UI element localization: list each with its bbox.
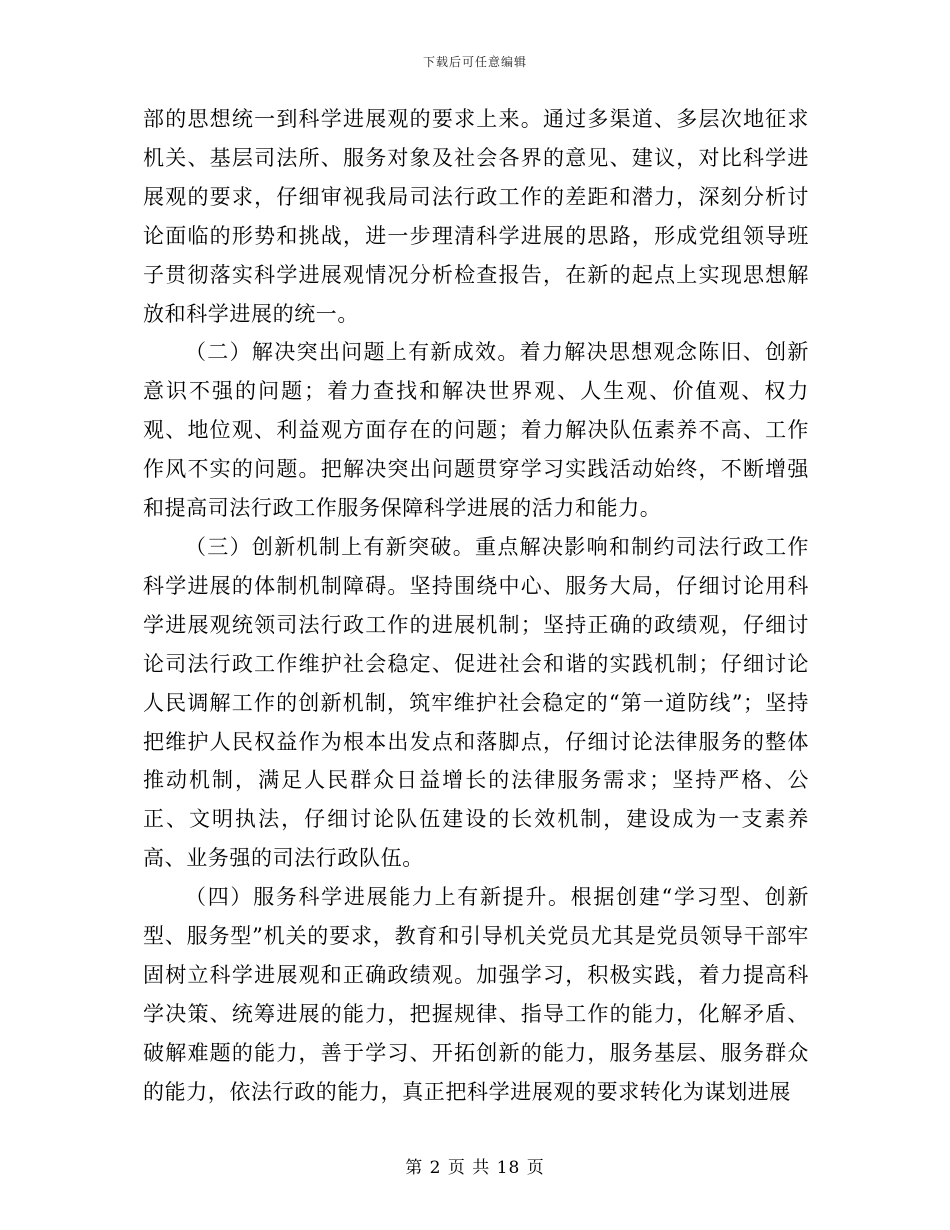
paragraph-continuation: 部的思想统一到科学进展观的要求上来。通过多渠道、多层次地征求机关、基层司法所、服务对象及社会各界的意见、建议，对比科学进展观的要求，仔细审视我局司法行政工作的差距和潜力，深刻分析讨论面临的形势和挑战，进一步理清科学进展的思路，形成党组领导班子贯彻落实科学进展观情况分析检查报告，在新的起点上实现思想解放和科学进展的统一。	[143, 107, 809, 326]
page-header: 下载后可任意编辑	[422, 55, 527, 69]
page-number-footer: 第 2 页 共 18 页	[405, 1158, 545, 1178]
document-body	[143, 100, 809, 1112]
paragraph-section-2: （二）解决突出问题上有新成效。着力解决思想观念陈旧、创新意识不强的问题；着力查找和解决世界观、人生观、价值观、权力观、地位观、利益观方面存在的问题；着力解决队伍素养不高、工作作风不实的问题。把解决突出问题贯穿学习实践活动始终，不断增强和提高司法行政工作服务保障科学进展的活力和能力。	[143, 340, 809, 521]
paragraph-section-4: （四）服务科学进展能力上有新提升。根据创建“学习型、创新型、服务型”机关的要求，教育和引导机关党员尤其是党员领导干部牢固树立科学进展观和正确政绩观。加强学习，积极实践，着力提高科学决策、统筹进展的能力，把握规律、指导工作的能力，化解矛盾、破解难题的能力，善于学习、开拓创新的能力，服务基层、服务群众的能力，依法行政的能力，真正把科学进展观的要求转化为谋划进展	[143, 885, 809, 1104]
paragraph-section-3: （三）创新机制上有新突破。重点解决影响和制约司法行政工作科学进展的体制机制障碍。坚持围绕中心、服务大局，仔细讨论用科学进展观统领司法行政工作的进展机制；坚持正确的政绩观，仔细讨论司法行政工作维护社会稳定、促进社会和谐的实践机制；仔细讨论人民调解工作的创新机制，筑牢维护社会稳定的“第一道防线”；坚持把维护人民权益作为根本出发点和落脚点，仔细讨论法律服务的整体推动机制，满足人民群众日益增长的法律服务需求；坚持严格、公正、文明执法，仔细讨论队伍建设的长效机制，建设成为一支素养高、业务强的司法行政队伍。	[143, 534, 809, 871]
